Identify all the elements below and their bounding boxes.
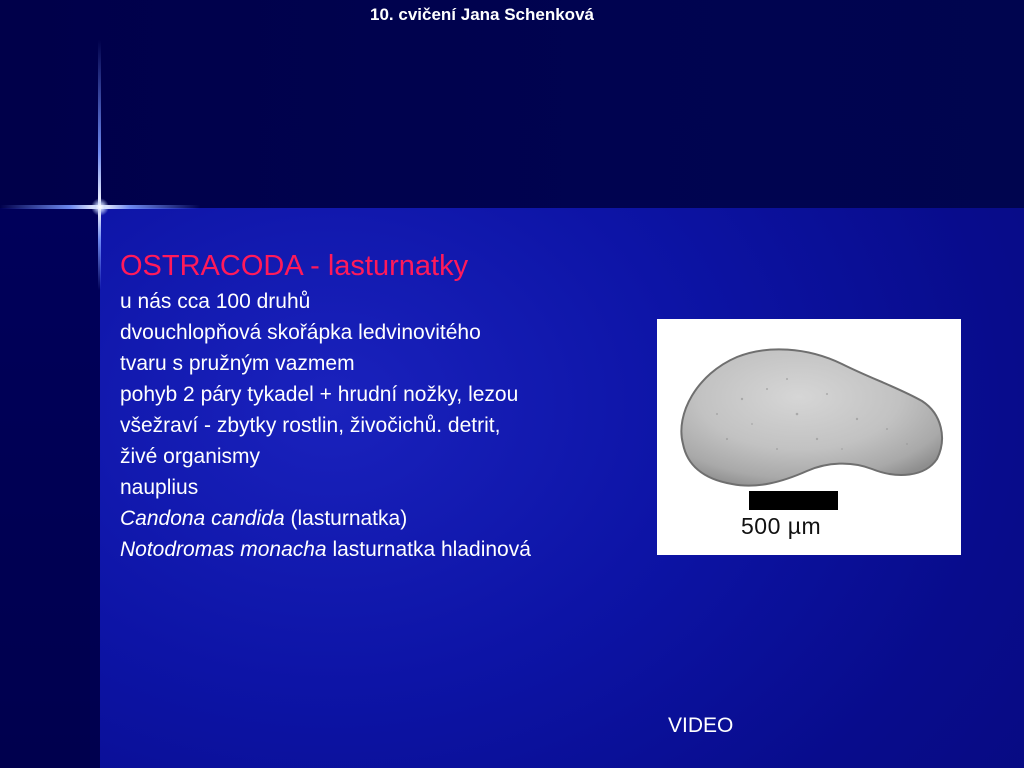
light-flare-icon	[91, 198, 109, 216]
left-band	[0, 208, 100, 768]
text-line: živé organismy	[120, 445, 261, 468]
species-latin-name: Candona candida	[120, 507, 285, 530]
scale-bar	[749, 491, 838, 510]
species-line	[120, 534, 650, 565]
light-flare-vertical	[98, 40, 101, 290]
species-latin-name: Notodromas monacha	[120, 538, 327, 561]
video-link[interactable]: VIDEO	[668, 714, 734, 737]
species-common-name: (lasturnatka)	[284, 507, 408, 530]
top-band	[0, 0, 1024, 208]
species-common-name: lasturnatka hladinová	[326, 538, 531, 561]
text-line: u nás cca 100 druhů	[120, 290, 311, 313]
species-line	[120, 503, 650, 534]
text-line: všežraví - zbytky rostlin, živočichů. detrit,	[120, 414, 501, 437]
text-line: dvouchlopňová skořápka ledvinovitého	[120, 321, 481, 344]
text-line: nauplius	[120, 476, 199, 499]
slide-header-title: 10. cvičení Jana Schenková	[370, 5, 594, 24]
scale-label: 500 µm	[741, 513, 822, 539]
slide-text-block	[120, 246, 650, 565]
text-line: pohyb 2 páry tykadel + hrudní nožky, lezou	[120, 383, 519, 406]
slide-heading: OSTRACODA - lasturnatky	[120, 250, 469, 282]
text-line: tvaru s pružným vazmem	[120, 352, 355, 375]
